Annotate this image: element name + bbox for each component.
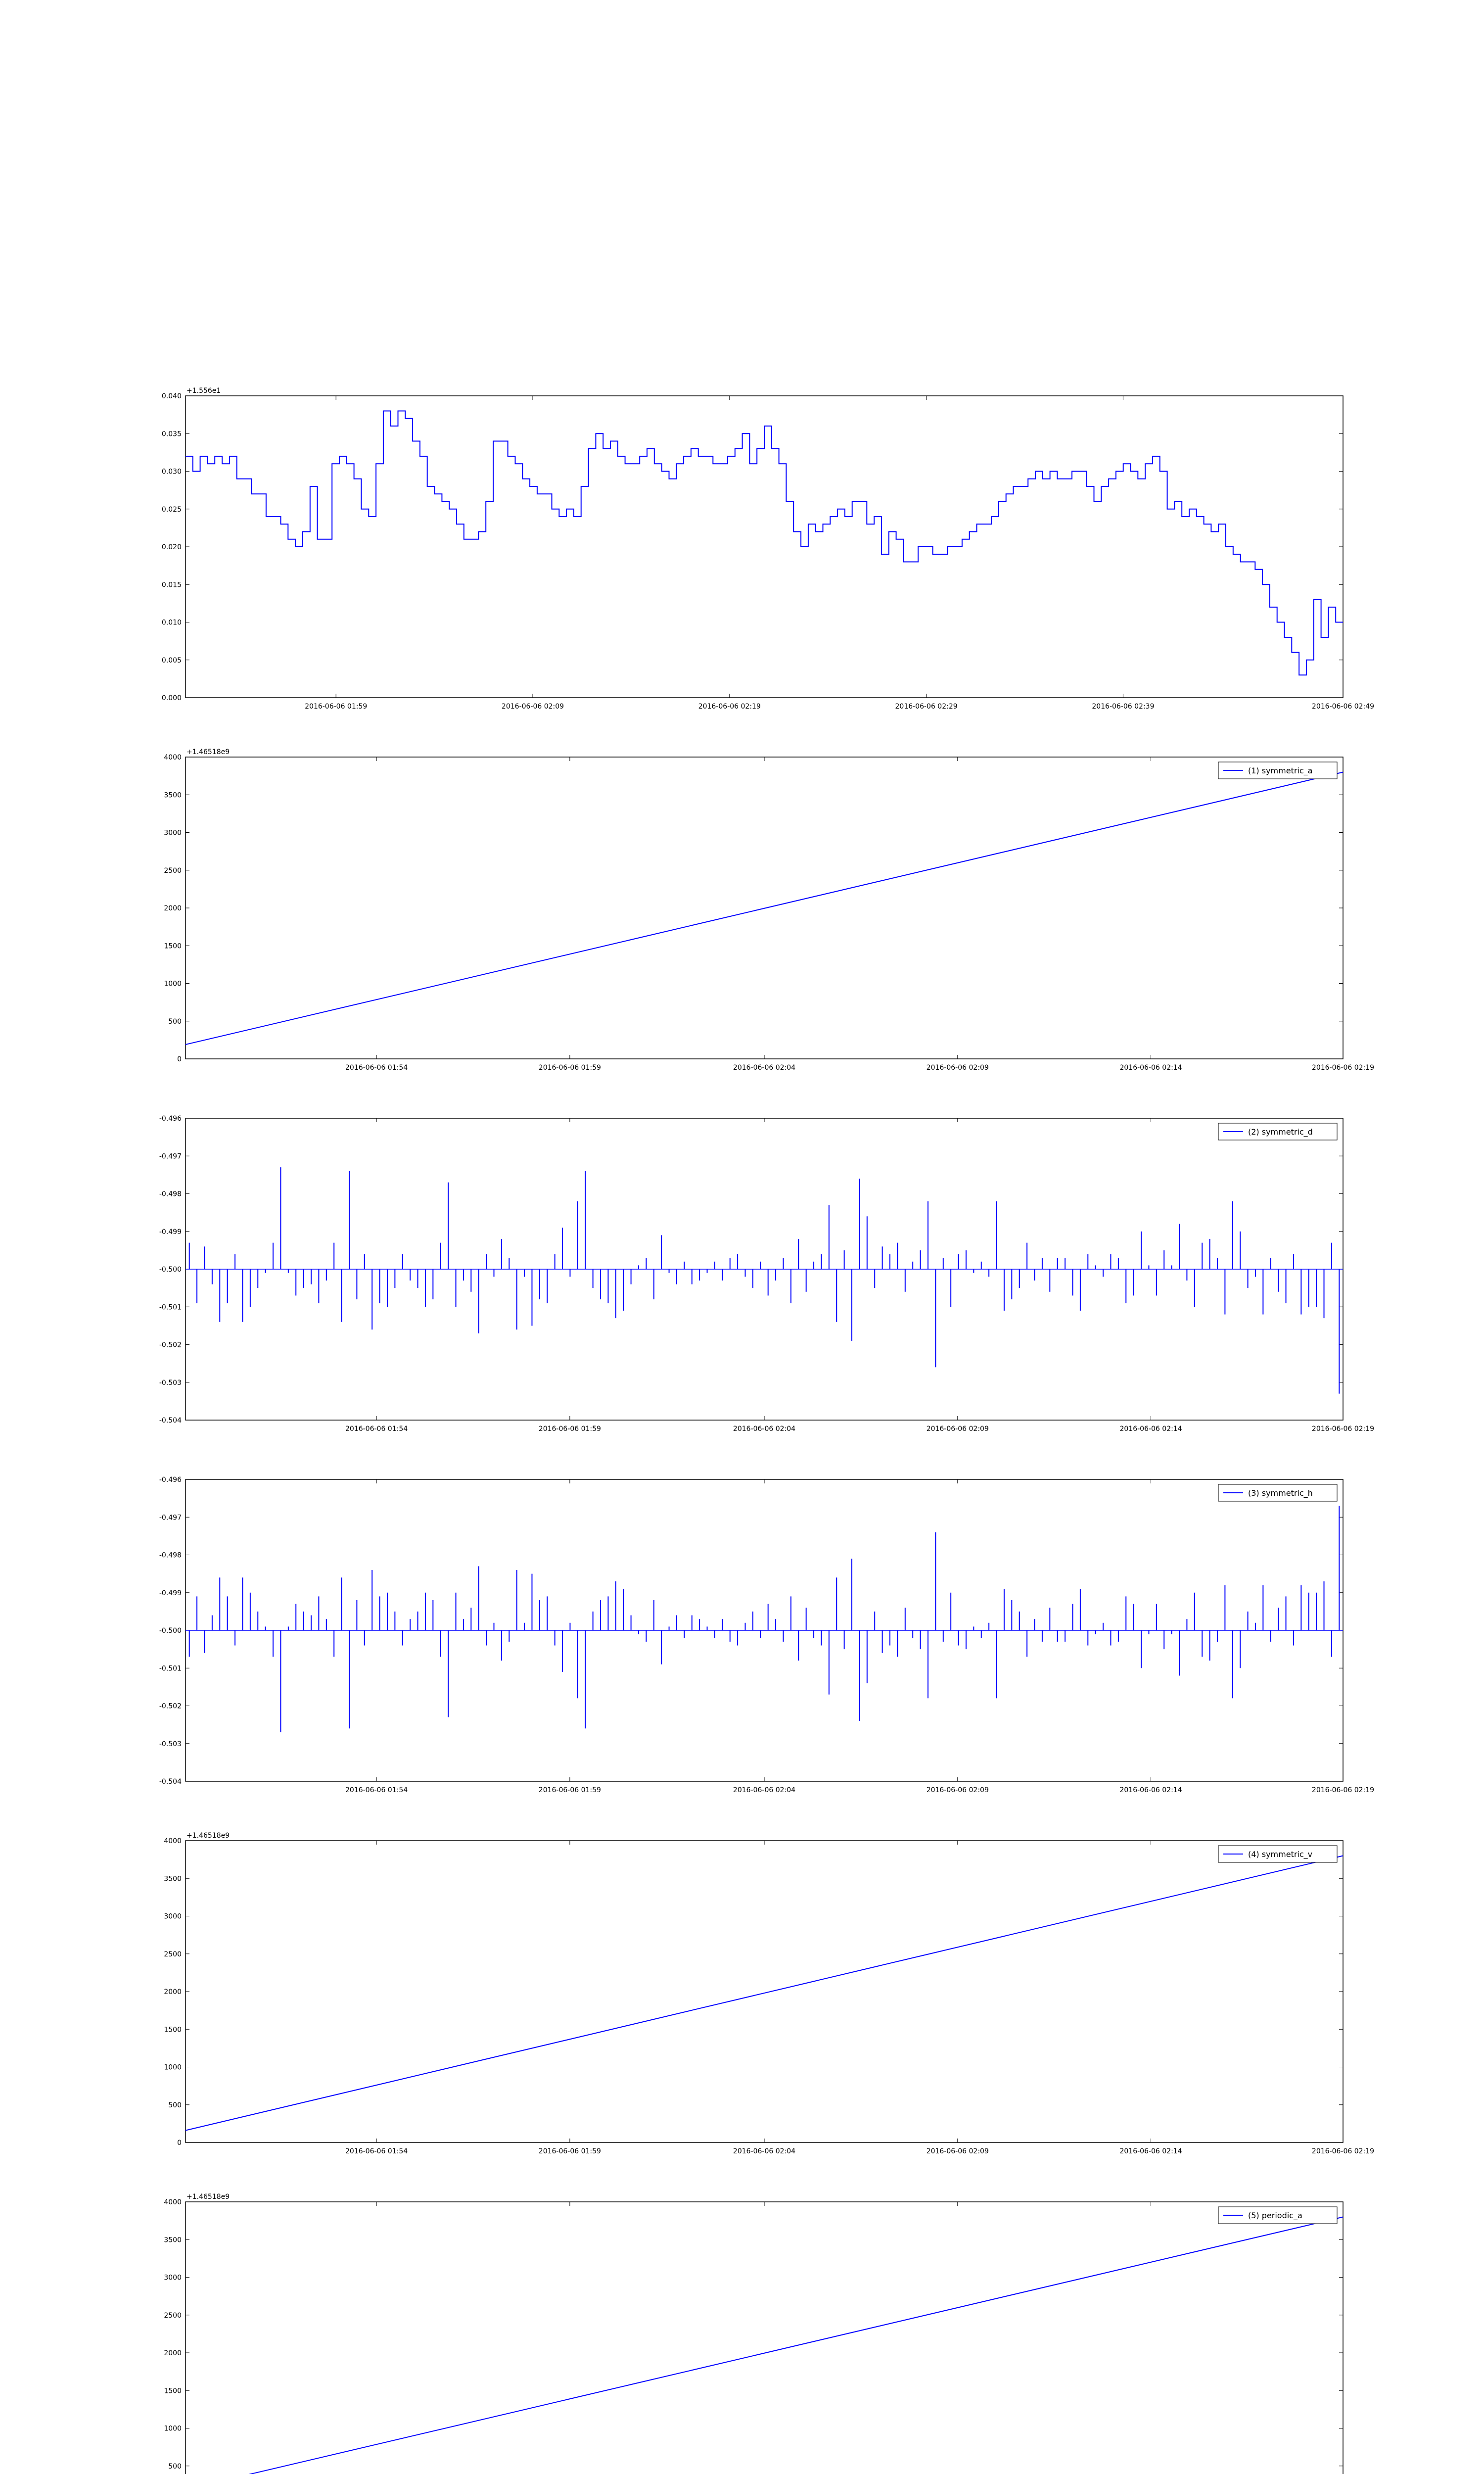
y-tick-label: 3500 [164,1875,182,1883]
y-tick-label: 500 [168,2101,182,2109]
x-tick-label: 2016-06-06 02:09 [501,703,564,711]
y-tick-label: -0.499 [159,1228,182,1236]
y-tick-label: 1000 [164,2425,182,2433]
y-tick-label: -0.504 [159,1778,182,1786]
x-tick-label: 2016-06-06 02:19 [698,703,761,711]
y-tick-label: 0.020 [161,543,182,551]
offset-text: +1.46518e9 [186,2193,230,2201]
offset-text: +1.46518e9 [186,1832,230,1840]
x-tick-label: 2016-06-06 01:59 [538,1786,601,1794]
y-tick-label: -0.497 [159,1152,182,1161]
y-tick-label: -0.497 [159,1514,182,1522]
legend-label: (4) symmetric_v [1248,1850,1313,1859]
y-tick-label: 0.035 [161,430,182,438]
x-tick-label: 2016-06-06 02:49 [1311,703,1375,711]
y-tick-label: 0.025 [161,505,182,514]
x-tick-label: 2016-06-06 02:09 [926,2147,989,2155]
legend-label: (3) symmetric_h [1248,1488,1313,1498]
y-tick-label: 0.010 [161,618,182,627]
y-tick-label: 2500 [164,1950,182,1958]
y-tick-label: 3000 [164,2274,182,2282]
legend-label: (1) symmetric_a [1248,766,1313,775]
x-tick-label: 2016-06-06 02:39 [1092,703,1155,711]
x-tick-label: 2016-06-06 02:14 [1119,1064,1182,1072]
x-tick-label: 2016-06-06 02:19 [1311,2147,1375,2155]
offset-text: +1.556e1 [186,387,221,395]
y-tick-label: -0.501 [159,1303,182,1312]
y-tick-label: -0.503 [159,1740,182,1748]
x-tick-label: 2016-06-06 02:04 [733,1064,796,1072]
y-tick-label: -0.498 [159,1190,182,1198]
x-tick-label: 2016-06-06 02:04 [733,1786,796,1794]
y-tick-label: 3000 [164,1912,182,1921]
y-tick-label: -0.498 [159,1551,182,1560]
x-tick-label: 2016-06-06 02:19 [1311,1425,1375,1433]
y-tick-label: -0.499 [159,1589,182,1597]
x-tick-label: 2016-06-06 01:54 [345,2147,408,2155]
y-tick-label: 1000 [164,2063,182,2072]
x-tick-label: 2016-06-06 01:59 [538,1425,601,1433]
x-tick-label: 2016-06-06 02:04 [733,2147,796,2155]
x-tick-label: 2016-06-06 02:09 [926,1425,989,1433]
y-tick-label: -0.501 [159,1665,182,1673]
y-tick-label: 1000 [164,980,182,988]
x-tick-label: 2016-06-06 02:14 [1119,2147,1182,2155]
y-tick-label: 1500 [164,2026,182,2034]
offset-text: +1.46518e9 [186,748,230,756]
y-tick-label: 1500 [164,942,182,951]
x-tick-label: 2016-06-06 02:19 [1311,1786,1375,1794]
y-tick-label: 2000 [164,2349,182,2357]
y-tick-label: 500 [168,1017,182,1026]
x-tick-label: 2016-06-06 01:59 [305,703,368,711]
y-tick-label: 0.005 [161,656,182,665]
y-tick-label: 0.030 [161,468,182,476]
y-tick-label: -0.502 [159,1702,182,1711]
x-tick-label: 2016-06-06 01:59 [538,1064,601,1072]
y-tick-label: 2500 [164,2311,182,2320]
y-tick-label: 2000 [164,904,182,912]
legend-label: (5) periodic_a [1248,2211,1302,2220]
y-tick-label: 3000 [164,829,182,837]
y-tick-label: -0.504 [159,1417,182,1425]
y-tick-label: 0.040 [161,392,182,400]
y-tick-label: 500 [168,2462,182,2471]
x-tick-label: 2016-06-06 02:09 [926,1786,989,1794]
y-tick-label: -0.496 [159,1115,182,1123]
x-tick-label: 2016-06-06 01:54 [345,1064,408,1072]
x-tick-label: 2016-06-06 01:54 [345,1425,408,1433]
x-tick-label: 2016-06-06 02:14 [1119,1786,1182,1794]
y-tick-label: 4000 [164,754,182,761]
y-tick-label: -0.502 [159,1341,182,1349]
y-tick-label: -0.503 [159,1379,182,1387]
x-tick-label: 2016-06-06 02:04 [733,1425,796,1433]
y-tick-label: 3500 [164,791,182,800]
y-tick-label: 2000 [164,1988,182,1996]
x-tick-label: 2016-06-06 01:54 [345,1786,408,1794]
x-tick-label: 2016-06-06 02:09 [926,1064,989,1072]
x-tick-label: 2016-06-06 02:29 [895,703,958,711]
y-tick-label: -0.500 [159,1266,182,1274]
y-tick-label: 4000 [164,1837,182,1845]
y-tick-label: -0.500 [159,1627,182,1635]
legend-label: (2) symmetric_d [1248,1127,1313,1137]
x-tick-label: 2016-06-06 02:14 [1119,1425,1182,1433]
y-tick-label: 4000 [164,2198,182,2206]
y-tick-label: 0 [177,2139,182,2147]
y-tick-label: 0.000 [161,694,182,702]
x-tick-label: 2016-06-06 01:59 [538,2147,601,2155]
y-tick-label: 0.015 [161,581,182,589]
y-tick-label: 3500 [164,2236,182,2244]
y-tick-label: -0.496 [159,1476,182,1484]
x-tick-label: 2016-06-06 02:19 [1311,1064,1375,1072]
y-tick-label: 2500 [164,866,182,875]
y-tick-label: 1500 [164,2387,182,2395]
y-tick-label: 0 [177,1055,182,1063]
